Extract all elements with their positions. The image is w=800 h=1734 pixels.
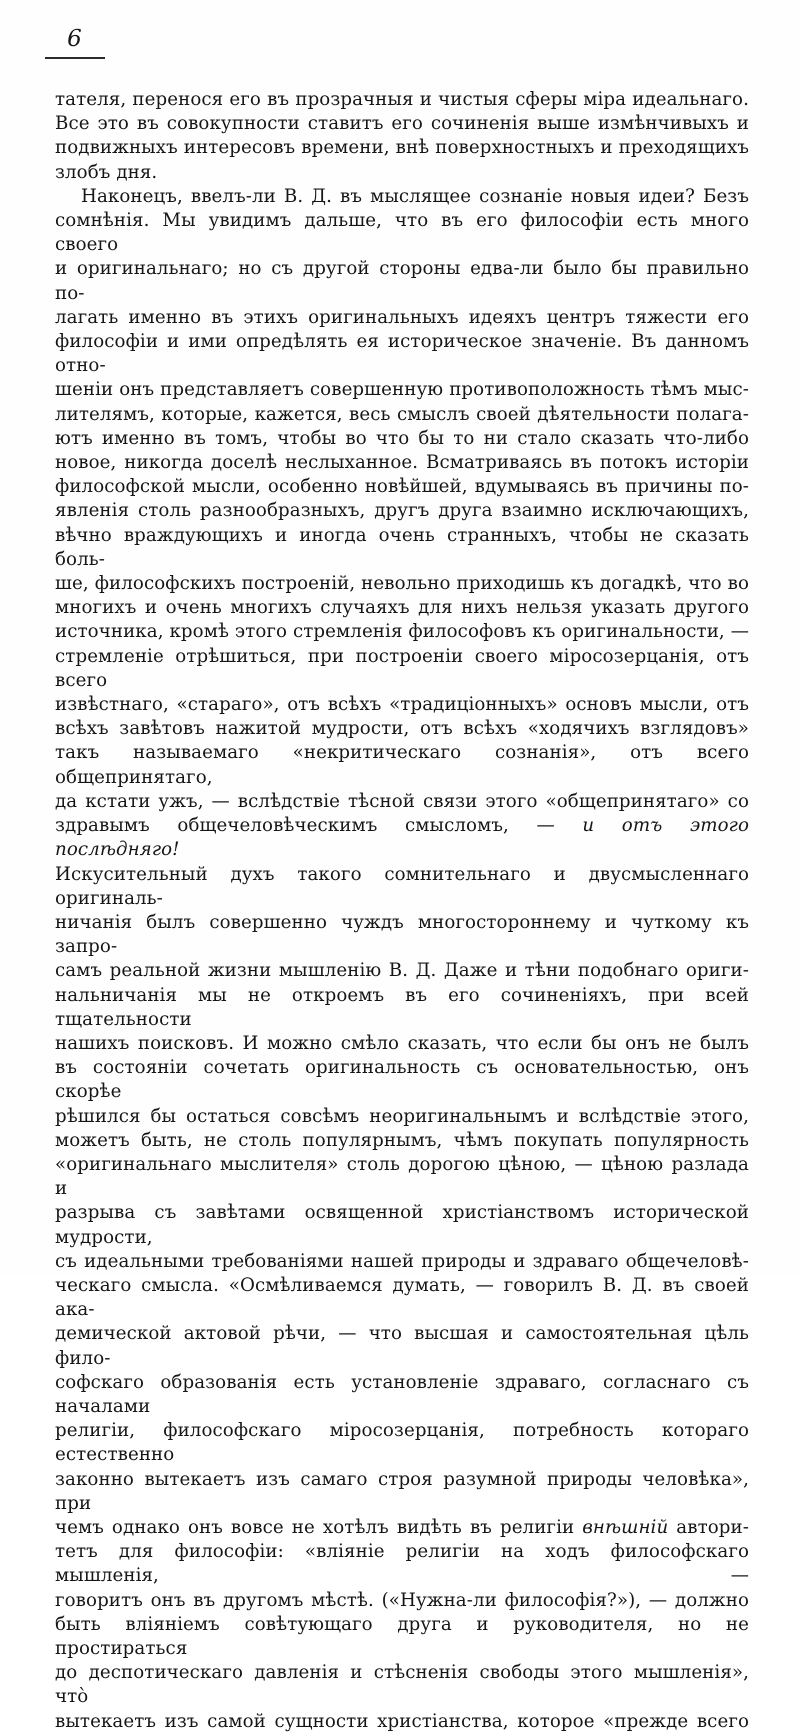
- text-line: [55, 451, 749, 475]
- text-segment: тетъ для философіи: «вліяніе религіи на ходъ философскаго мышленія, —: [55, 1541, 749, 1587]
- text-line: [55, 161, 749, 185]
- text-segment: Все это въ совокупности ставитъ его сочиненія выше измѣнчивыхъ и: [55, 113, 749, 135]
- text-segment: философской мысли, особенно новѣйшей, вдумываясь въ причины по-: [55, 476, 749, 498]
- text-line: [55, 1710, 749, 1734]
- text-line: [55, 1250, 749, 1274]
- text-line: [55, 959, 749, 983]
- text-line: [55, 524, 749, 572]
- text-segment: всѣхъ завѣтовъ нажитой мудрости, отъ всѣхъ «ходячихъ взглядовъ»: [55, 718, 749, 740]
- text-line: [55, 596, 749, 620]
- text-line: [55, 1516, 749, 1540]
- text-segment: законно вытекаетъ изъ самаго строя разумной природы человѣка», при: [55, 1468, 749, 1514]
- text-segment: лителямъ, которые, кажется, весь смыслъ своей дѣятельности полага-: [55, 403, 749, 425]
- text-segment: шеніи онъ представляетъ совершенную противоположность тѣмъ мыс-: [55, 379, 749, 401]
- text-segment: религіи, философскаго міросозерцанія, потребность котораго естественно: [55, 1420, 749, 1466]
- text-line: [55, 403, 749, 427]
- text-segment: вытекаетъ изъ самой сущности христіанства, которое «прежде всего: [55, 1710, 749, 1732]
- text-segment: чемъ однако онъ вовсе не хотѣлъ видѣть въ религіи: [55, 1516, 583, 1538]
- text-segment: и оригинальнаго; но съ другой стороны едва-ли было бы правильно по-: [55, 258, 749, 304]
- paragraph: [55, 185, 749, 1734]
- text-segment: тателя, перенося его въ прозрачныя и чистыя сферы міра идеальнаго.: [55, 89, 749, 110]
- text-line: [55, 717, 749, 741]
- text-line: [55, 790, 749, 814]
- text-segment: сомнѣнія. Мы увидимъ дальше, что въ его философіи есть много своего: [55, 210, 749, 256]
- text-line: [55, 1129, 749, 1153]
- text-segment: новое, никогда доселѣ неслыханное. Всматриваясь въ потокъ исторіи: [55, 452, 749, 474]
- text-line: [55, 741, 749, 789]
- text-segment: Наконецъ, ввелъ-ли В. Д. въ мыслящее сознаніе новыя идеи? Безъ: [81, 185, 749, 207]
- text-line: [55, 572, 749, 596]
- text-segment: ческаго смысла. «Осмѣливаемся думать, — говорилъ В. Д. въ своей ака-: [55, 1274, 749, 1321]
- text-line: [55, 1371, 749, 1419]
- italic-text-segment: внѣшній: [582, 1516, 669, 1538]
- text-line: [55, 1613, 749, 1661]
- text-line: [55, 1322, 749, 1370]
- text-segment: въ состояніи сочетать оригинальность съ основательностью, онъ скорѣе: [55, 1057, 749, 1103]
- text-segment: здравымъ общечеловѣческимъ смысломъ, —: [55, 815, 583, 837]
- text-line: [55, 1540, 749, 1588]
- text-line: [55, 1468, 749, 1516]
- text-line: [55, 112, 749, 136]
- text-line: [55, 1589, 749, 1613]
- text-line: [55, 1201, 749, 1249]
- text-segment: самъ реальной жизни мышленію В. Д. Даже и тѣни подобнаго ориги-: [55, 960, 749, 982]
- text-segment: до деспотическаго давленія и стѣсненія свободы этого мышленія», что̀: [55, 1662, 749, 1708]
- text-line: [55, 645, 749, 693]
- text-segment: демической актовой рѣчи, — что высшая и самостоятельная цѣль фило-: [55, 1323, 749, 1369]
- page-number: 6: [67, 26, 83, 52]
- text-line: [55, 427, 749, 451]
- text-line: [55, 306, 749, 330]
- text-segment: ничанія былъ совершенно чуждъ многостороннему и чуткому къ запро-: [55, 911, 749, 958]
- text-segment: ше, философскихъ построеній, невольно приходишь къ догадкѣ, что во: [55, 573, 749, 595]
- text-segment: многихъ и очень многихъ случаяхъ для нихъ нельзя указать другого: [55, 597, 749, 619]
- page-number-rule: [45, 26, 105, 59]
- text-segment: нальничанія мы не откроемъ въ его сочиненіяхъ, при всей тщательности: [55, 984, 749, 1030]
- text-line: [55, 693, 749, 717]
- text-segment: нашихъ поисковъ. И можно смѣло сказать, что если бы онъ не былъ: [55, 1032, 749, 1054]
- text-segment: съ идеальными требованіями нашей природы и здраваго общечеловѣ-: [55, 1250, 749, 1272]
- text-line: [55, 620, 749, 644]
- text-line: [55, 1661, 749, 1709]
- text-segment: рѣшился бы остаться совсѣмъ неоригинальнымъ и вслѣдствіе этого,: [55, 1105, 749, 1127]
- text-line: [55, 1105, 749, 1129]
- text-line: [55, 911, 749, 959]
- text-segment: явленія столь разнообразныхъ, другъ друга взаимно исключающихъ,: [55, 500, 749, 522]
- text-line: [55, 209, 749, 257]
- text-segment: говоритъ онъ въ другомъ мѣстѣ. («Нужна-ли философія?»), — должно: [55, 1589, 749, 1611]
- text-line: [55, 1153, 749, 1201]
- text-segment: подвижныхъ интересовъ времени, внѣ поверхностныхъ и преходящихъ: [55, 137, 749, 159]
- italic-text-segment: и отъ этого послѣдняго!: [55, 815, 750, 861]
- text-line: [55, 475, 749, 499]
- text-segment: Искусительный духъ такого сомнительнаго и двусмысленнаго оригиналь-: [55, 863, 749, 909]
- text-line: [55, 88, 749, 112]
- text-segment: вѣчно враждующихъ и иногда очень странныхъ, чтобы не сказать боль-: [55, 524, 749, 570]
- text-line: [55, 1274, 749, 1322]
- text-line: [55, 330, 749, 378]
- text-segment: философіи и ими опредѣлять ея историческое значеніе. Въ данномъ отно-: [55, 331, 749, 377]
- text-segment: источника, кромѣ этого стремленія философовъ къ оригинальности, —: [55, 621, 749, 643]
- text-line: [55, 185, 749, 209]
- text-segment: извѣстнаго, «стараго», отъ всѣхъ «традиціонныхъ» основъ мысли, отъ: [55, 694, 749, 716]
- text-segment: лагать именно въ этихъ оригинальныхъ идеяхъ центръ тяжести его: [55, 306, 749, 328]
- paragraph: [55, 88, 749, 185]
- text-line: [55, 814, 749, 862]
- text-segment: злобъ дня.: [55, 161, 158, 183]
- text-line: [55, 1419, 749, 1467]
- text-segment: такъ называемаго «некритическаго сознанія», отъ всего общепринятаго,: [55, 742, 749, 788]
- text-segment: стремленіе отрѣшиться, при построеніи своего міросозерцанія, отъ всего: [55, 645, 749, 691]
- text-line: [55, 984, 749, 1032]
- text-line: [55, 257, 749, 305]
- text-segment: «оригинальнаго мыслителя» столь дорогою цѣною, — цѣною разлада и: [55, 1153, 749, 1200]
- text-line: [55, 1056, 749, 1104]
- text-line: [55, 863, 749, 911]
- text-block: [55, 88, 749, 1734]
- text-line: [55, 378, 749, 402]
- text-line: [55, 136, 749, 160]
- text-segment: разрыва съ завѣтами освященной христіанствомъ исторической мудрости,: [55, 1202, 749, 1248]
- text-segment: софскаго образованія есть установленіе здраваго, согласнаго съ началами: [55, 1371, 749, 1417]
- text-segment: да кстати ужъ, — вслѣдствіе тѣсной связи этого «общепринятаго» со: [55, 790, 749, 812]
- text-line: [55, 1032, 749, 1056]
- text-segment: ютъ именно въ томъ, чтобы во что бы то ни стало сказать что-либо: [55, 427, 749, 449]
- text-segment: автори-: [668, 1516, 749, 1538]
- text-segment: быть вліяніемъ совѣтующаго друга и руководителя, но не простираться: [55, 1613, 749, 1659]
- text-line: [55, 499, 749, 523]
- text-segment: можетъ быть, не столь популярнымъ, чѣмъ покупать популярность: [55, 1129, 749, 1151]
